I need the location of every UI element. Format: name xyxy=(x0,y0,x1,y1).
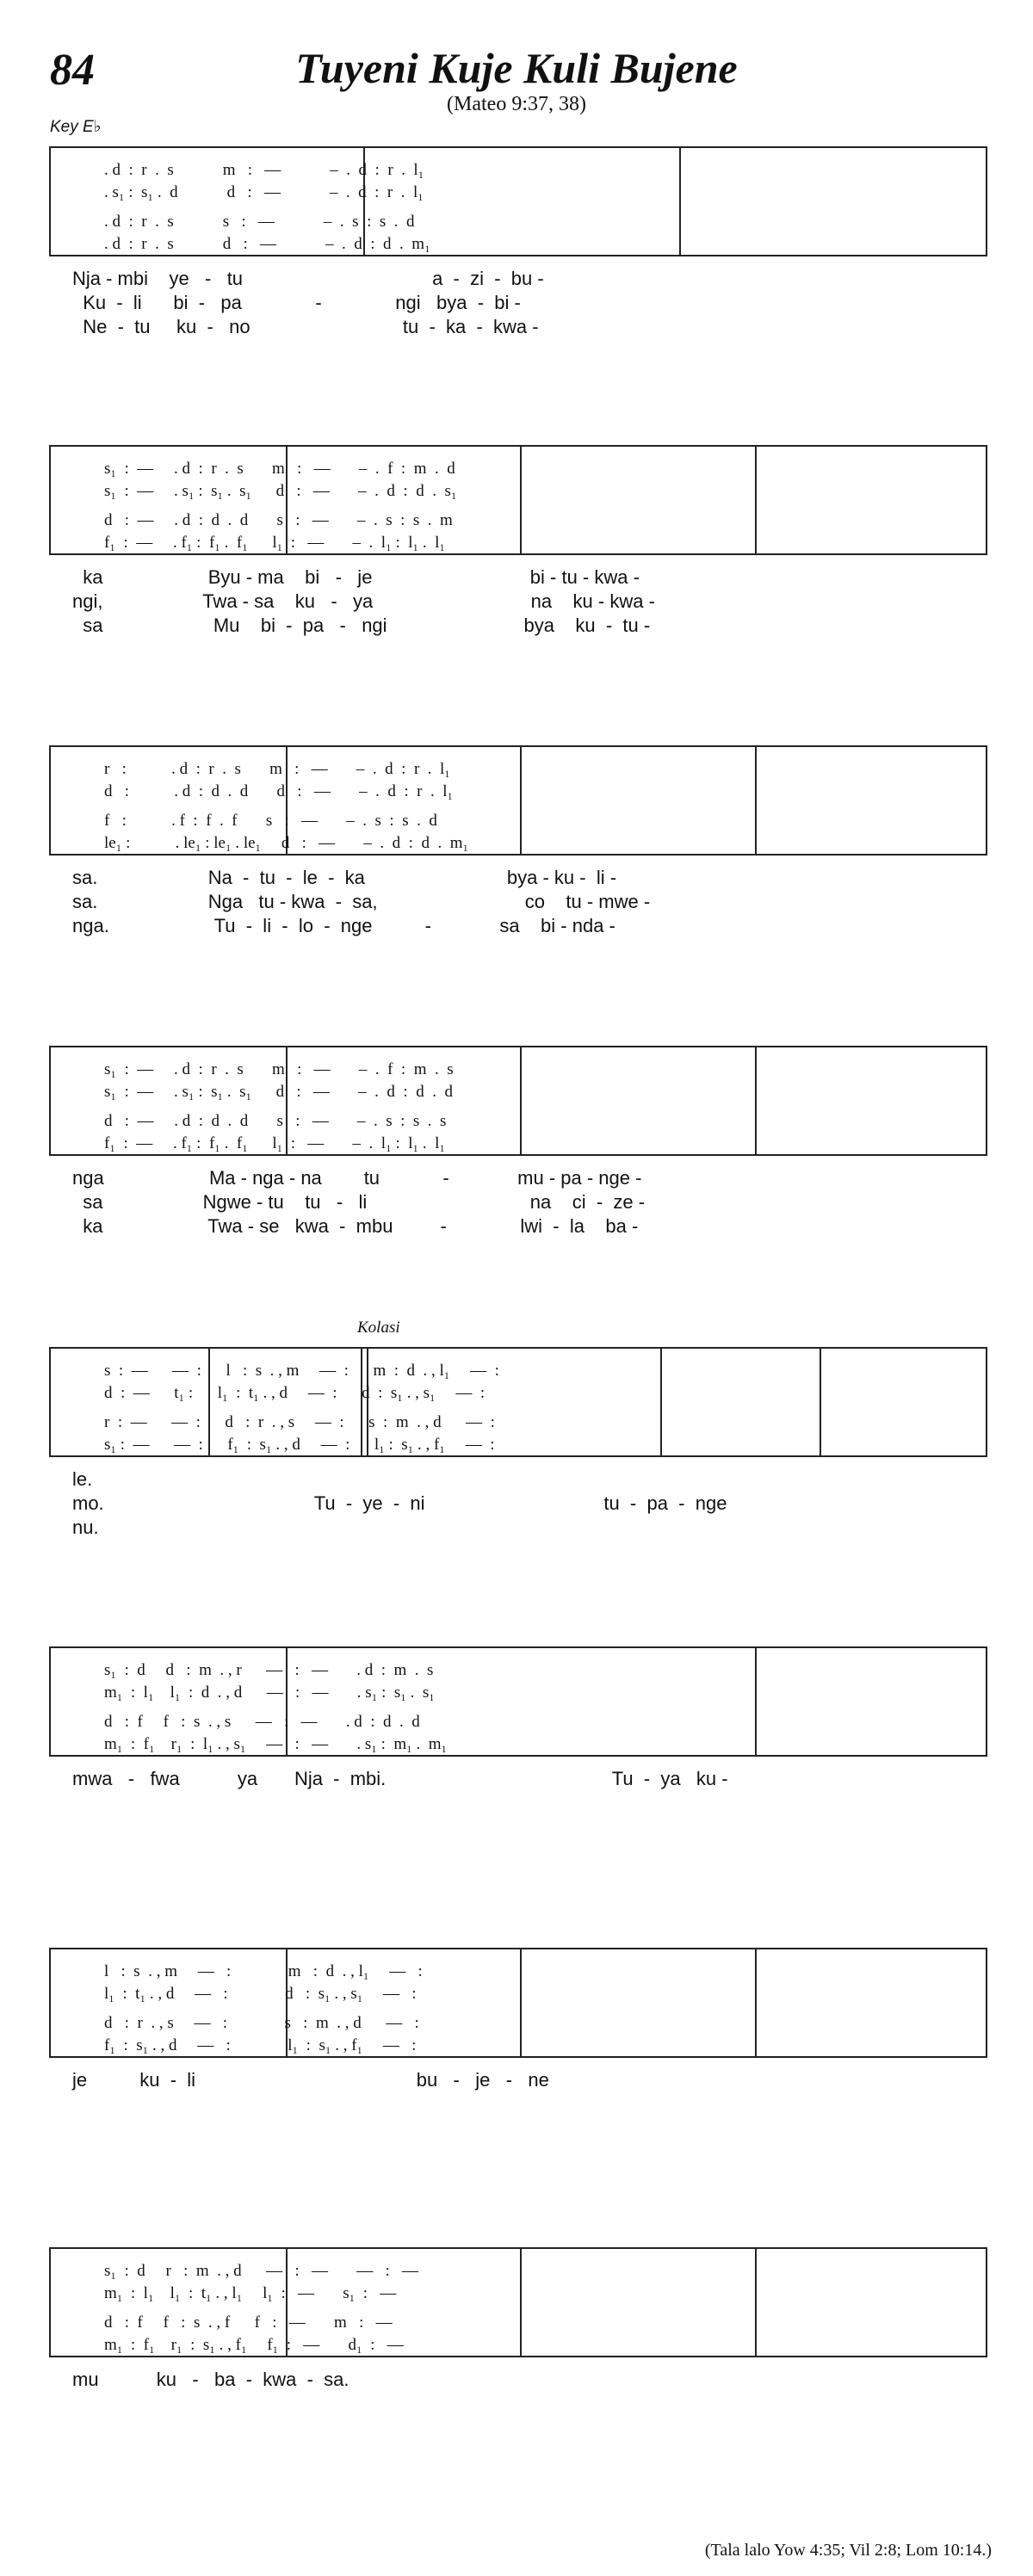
notes-row: f : . f : f . f s : — – . s : s . d xyxy=(104,812,437,830)
solfa-system xyxy=(49,745,987,856)
hymn-number: 84 xyxy=(50,46,95,95)
barline xyxy=(820,1349,821,1455)
notes-row: . d : r . s s : — – . s : s . d xyxy=(104,213,415,231)
notes-row: s₁ : — — : f₁ : s₁ . , d — : l₁ : s₁ . , f₁ — : xyxy=(104,1436,495,1454)
lyric-line: mo. Tu - ye - ni tu - pa - nge xyxy=(72,1492,727,1514)
notes-row: l₁ : t₁ . , d — : d : s₁ . , s₁ — : xyxy=(104,1985,417,2003)
key-signature: Key E♭ xyxy=(50,118,102,136)
notes-row: m₁ : l₁ l₁ : d . , d — : — . s₁ : s₁ . s₁ xyxy=(104,1683,435,1702)
footer-references: (Tala lalo Yow 4:35; Vil 2:8; Lom 10:14.) xyxy=(704,2541,992,2560)
notes-row: d : — . d : d . d s : — – . s : s . s xyxy=(104,1112,447,1130)
scripture-reference: (Mateo 9:37, 38) xyxy=(447,93,586,115)
lyric-line: Nja - mbi ye - tu a - zi - bu - xyxy=(72,268,544,289)
notes-row: . s₁ : s₁ . d d : — – . d : r . l₁ xyxy=(104,183,424,201)
solfa-system xyxy=(49,445,987,555)
notes-row: d : — t₁ : l₁ : t₁ . , d — : d : s₁ . , s₁ — : xyxy=(104,1384,486,1402)
notes-row: . d : r . s m : — – . d : r . l₁ xyxy=(104,161,424,179)
barline xyxy=(520,1047,522,1154)
lyric-line: Ne - tu ku - no tu - ka - kwa - xyxy=(72,316,539,337)
barline xyxy=(755,1047,757,1154)
solfa-system xyxy=(49,1347,987,1457)
notes-row: d : r . , s — : s : m . , d — : xyxy=(104,2014,419,2032)
notes-row: f₁ : s₁ . , d — : l₁ : s₁ . , f₁ — : xyxy=(104,2036,417,2054)
lyric-line: sa. Nga tu - kwa - sa, co tu - mwe - xyxy=(72,891,651,912)
notes-row: le₁ : . le₁ : le₁ . le₁ d : — – . d : d . m₁ xyxy=(104,834,469,852)
barline xyxy=(520,2249,522,2356)
lyric-line: sa Ngwe - tu tu - li na ci - ze - xyxy=(72,1191,646,1213)
barline xyxy=(520,1949,522,2056)
lyric-line: ka Byu - ma bi - je bi - tu - kwa - xyxy=(72,566,640,588)
barline xyxy=(755,747,757,854)
notes-row: r : . d : r . s m : — – . d : r . l₁ xyxy=(104,760,450,778)
notes-row: r : — — : d : r . , s — : s : m . , d — : xyxy=(104,1413,495,1431)
lyric-line: ka Twa - se kwa - mbu - lwi - la ba - xyxy=(72,1215,639,1237)
notes-row: m₁ : l₁ l₁ : t₁ . , l₁ l₁ : — s₁ : — xyxy=(104,2284,397,2302)
notes-row: d : f f : s . , s — : — . d : d . d xyxy=(104,1713,420,1731)
lyric-line: Ku - li bi - pa - ngi bya - bi - xyxy=(72,292,521,313)
notes-row: s : — — : l : s . , m — : m : d . , l₁ — : xyxy=(104,1362,499,1380)
lyric-line: nu. xyxy=(72,1517,99,1538)
notes-row: s₁ : d r : m . , d — : — — : — xyxy=(104,2262,418,2280)
notes-row: m₁ : f₁ r₁ : l₁ . , s₁ — : — . s₁ : m₁ . m₁ xyxy=(104,1735,448,1753)
notes-row: s₁ : — . s₁ : s₁ . s₁ d : — – . d : d . d xyxy=(104,1083,453,1101)
solfa-system xyxy=(49,1948,987,2058)
barline xyxy=(520,747,522,854)
barline xyxy=(755,1648,757,1755)
notes-row: s₁ : — . d : r . s m : — – . f : m . d xyxy=(104,460,455,478)
lyric-line: je ku - li bu - je - ne xyxy=(72,2069,549,2091)
solfa-system xyxy=(49,1646,987,1757)
solfa-system xyxy=(49,1046,987,1156)
solfa-system xyxy=(49,146,987,256)
notes-row: d : . d : d . d d : — – . d : r . l₁ xyxy=(104,782,454,800)
notes-row: m₁ : f₁ r₁ : s₁ . , f₁ f₁ : — d₁ : — xyxy=(104,2336,404,2354)
notes-row: f₁ : — . f₁ : f₁ . f₁ l₁ : — – . l₁ : l₁ . l₁ xyxy=(104,534,446,552)
barline xyxy=(755,2249,757,2356)
lyric-line: sa Mu bi - pa - ngi bya ku - tu - xyxy=(72,615,651,636)
barline xyxy=(755,447,757,553)
notes-row: l : s . , m — : m : d . , l₁ — : xyxy=(104,1962,423,1980)
notes-row: s₁ : — . s₁ : s₁ . s₁ d : — – . d : d . s₁ xyxy=(104,482,457,500)
notes-row: s₁ : d d : m . , r — : — . d : m . s xyxy=(104,1661,434,1679)
lyric-line: ngi, Twa - sa ku - ya na ku - kwa - xyxy=(72,590,655,612)
notes-row: s₁ : — . d : r . s m : — – . f : m . s xyxy=(104,1060,454,1078)
lyric-line: mwa - fwa ya Nja - mbi. Tu - ya ku - xyxy=(72,1768,728,1789)
chorus-label: Kolasi xyxy=(357,1319,400,1337)
lyric-line: nga. Tu - li - lo - nge - sa bi - nda - xyxy=(72,915,615,936)
lyric-line: nga Ma - nga - na tu - mu - pa - nge - xyxy=(72,1167,642,1189)
notes-row: d : f f : s . , f f : — m : — xyxy=(104,2313,393,2332)
lyric-line: mu ku - ba - kwa - sa. xyxy=(72,2369,349,2390)
barline xyxy=(520,447,522,553)
hymn-title: Tuyeni Kuje Kuli Bujene xyxy=(295,44,738,92)
solfa-system xyxy=(49,2247,987,2357)
notes-row: d : — . d : d . d s : — – . s : s . m xyxy=(104,511,453,529)
notes-row: . d : r . s d : — – . d : d . m₁ xyxy=(104,235,430,253)
lyric-line: sa. Na - tu - le - ka bya - ku - li - xyxy=(72,867,617,888)
barline xyxy=(755,1949,757,2056)
notes-row: f₁ : — . f₁ : f₁ . f₁ l₁ : — – . l₁ : l₁ . l₁ xyxy=(104,1134,446,1152)
barline xyxy=(660,1349,662,1455)
barline xyxy=(679,148,681,255)
lyric-line: le. xyxy=(72,1468,93,1490)
